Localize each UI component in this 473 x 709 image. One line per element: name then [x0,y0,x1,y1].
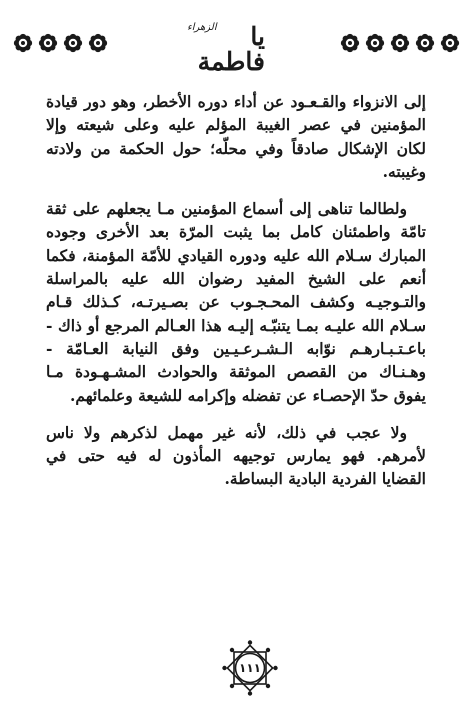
running-title-subtitle: الزهراء [187,22,217,33]
body-text [46,90,426,491]
paragraph: ولطالما تناهى إلى أسماع المؤمنين مـا يجعلهم على ثقة تامّة واطمئنان كامل بما يثبت المرّة بعد الأخرى وجوده المبارك سـلام الله عليه ودوره القيادي للأمّة المؤمنة، فكما أنعم على الشيخ المفيد رضوان الله عليه بالمراسلة والتـوجيـه وكشف المحـجـوب عن بصـيرتـه، كـذلك قـام سـلام الله عليـه بمـا يتنبّـه إليـه هذا العـالم المرجع أو ذاك - باعـتـبـارهـم نوّابه الـشـرعـيـين وفق النيابة العـامّة - وهـنـاك من القصص الموثقة والحوادث المشـهـودة مـا يفوق حدّ الإحصـاء عن تفضله وإكرامه للشيعة وعلمائهم. [46,199,426,405]
paragraph: ولا عجب في ذلك، لأنه غير مهمل لذكرهم ولا ناس لأمرهم. فهو يمارس توجيهه المأذون له فيه حتى في القضايا الفردية البادية البساطة. [46,422,426,489]
flower-icon [62,32,84,54]
flower-icon [389,32,411,54]
flower-icon [12,32,34,54]
page-header [12,20,461,76]
page-number-badge [222,640,278,696]
running-title-text: يا فاطمة [197,22,265,76]
ornament-row-right [339,32,461,54]
flower-icon [37,32,59,54]
ornament-row-left [12,32,109,54]
page-number: ١١١ [239,661,261,675]
flower-icon [87,32,109,54]
flower-icon [439,32,461,54]
running-title [183,20,265,76]
flower-icon [414,32,436,54]
flower-icon [364,32,386,54]
paragraph: إلى الانزواء والقـعـود عن أداء دوره الأخطر، وهو دور قيادة المؤمنين في عصر الغيبة المؤلم عليه وعلى شيعته وإلا لكان الإشكال صادقاً وفي محلّه؛ حول الحكمة من ولادته وغيبته. [46,92,426,181]
flower-icon [339,32,361,54]
